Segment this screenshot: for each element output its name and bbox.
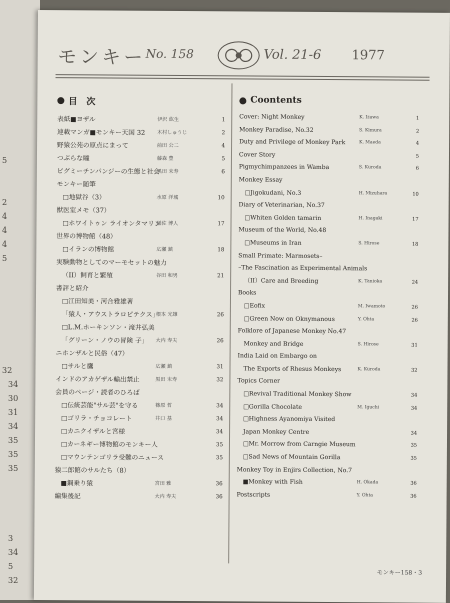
toc-entry-title: Diary of Veterinarian, No.37 — [238, 201, 325, 210]
toc-entry-author: 篠原 哲 — [155, 402, 172, 409]
toc-entry-author: 黒田 末寿 — [156, 168, 179, 175]
toc-entry — [239, 189, 419, 203]
toc-entry-page: 35 — [410, 443, 417, 450]
toc-entry — [55, 427, 223, 441]
toc-entry-page: 6 — [415, 166, 419, 173]
toc-entry — [57, 193, 225, 207]
toc-entry-title: 獣医室メモ（37） — [56, 206, 111, 215]
toc-entry-page: 21 — [217, 273, 225, 280]
underpage-number: 4 — [2, 240, 8, 249]
underpage-number: 5 — [2, 156, 8, 165]
monkey-logo — [218, 41, 260, 69]
toc-entry — [55, 388, 223, 402]
toc-entry-page: 34 — [216, 403, 224, 410]
toc-entry-page: 34 — [216, 416, 224, 423]
bullet-icon — [57, 97, 64, 104]
toc-entry-title: □Green Now on Oknymanous — [243, 314, 335, 323]
toc-entry — [56, 258, 224, 272]
toc-entry-title: Postscripts — [236, 491, 271, 499]
toc-entry — [55, 362, 223, 376]
page-footer: モンキー158・3 — [376, 569, 423, 577]
underpage-number: 35 — [8, 436, 19, 445]
toc-entry-title: □カニクイザルと宮様 — [61, 427, 126, 436]
toc-entry — [56, 349, 224, 363]
toc-heading-en: Coontents — [239, 95, 419, 106]
toc-entry — [55, 453, 223, 467]
toc-entry-title: Museum of the World, No.48 — [238, 226, 327, 235]
toc-entry-title: Small Primate: Marmosets– — [238, 251, 323, 260]
toc-entry — [238, 353, 418, 367]
toc-entry — [57, 128, 225, 142]
english-toc — [237, 91, 420, 505]
toc-entry-title: –The Fascination as Experimental Animals — [238, 264, 368, 273]
toc-entry-title: □サルと鷹 — [61, 362, 94, 371]
toc-entry — [57, 167, 225, 181]
toc-entry-page: 10 — [412, 191, 419, 198]
toc-entry — [237, 403, 417, 417]
toc-entry-author: S. Kuroda — [358, 165, 382, 171]
toc-entry-page: 31 — [411, 342, 418, 349]
toc-entry-page: 34 — [410, 392, 418, 399]
underpage-number: 31 — [8, 408, 19, 417]
toc-entry-title: □カーネギー博物館のモンキー人 — [60, 440, 158, 449]
toc-entry — [237, 378, 417, 392]
toc-entry-page: 35 — [410, 455, 417, 462]
toc-entry-page: 18 — [411, 241, 419, 248]
toc-entry — [57, 115, 225, 129]
toc-entry — [55, 414, 223, 428]
toc-entry-title: □Museums in Iran — [244, 239, 302, 247]
toc-entry-title: Monkey and Bridge — [243, 340, 304, 348]
toc-entry-author: 黒田 末寿 — [155, 376, 178, 383]
toc-entry-title: □伝統芸能"サル芸"を守る — [61, 401, 139, 410]
toc-entry-page: 36 — [215, 481, 223, 488]
toc-entry-title: Monkey Paradise, No.32 — [239, 126, 314, 134]
toc-entry-title: つぶらな瞳 — [56, 154, 90, 163]
toc-entry — [238, 302, 418, 316]
toc-entry-page: 32 — [216, 377, 224, 384]
toc-entry — [56, 323, 224, 337]
magazine-page — [34, 10, 450, 603]
toc-entry-title: インドのアカゲザル輸出禁止 — [55, 375, 140, 384]
toc-entry-title: □ホワイトゥン ライオンタマリン — [62, 219, 161, 228]
toc-entry — [237, 365, 417, 379]
toc-entry-title: The Exports of Rhesus Monkeys — [243, 365, 342, 374]
underpage-number: 34 — [8, 422, 19, 431]
magazine-title: モンキー — [57, 46, 146, 69]
toc-entry-author: H. Inagaki — [358, 215, 383, 222]
toc-entry — [57, 154, 225, 168]
toc-entry-page: 26 — [411, 317, 418, 324]
toc-entry — [55, 401, 223, 415]
toc-entry-title: 野猿公苑の原点にまって — [57, 141, 129, 150]
toc-entry — [237, 441, 417, 455]
toc-entry — [56, 232, 224, 246]
toc-entry-title: Monkey Essay — [238, 176, 283, 184]
toc-entry-page: 26 — [411, 304, 418, 311]
toc-entry-page: 4 — [415, 140, 420, 147]
toc-entry-author: Y. Ohta — [357, 316, 375, 322]
toc-entry-page: 36 — [215, 494, 223, 501]
toc-entry — [57, 206, 225, 220]
toc-entry-title: □Sad News of Mountain Gorilla — [242, 453, 341, 462]
toc-entry — [57, 141, 225, 155]
toc-entry-page: 2 — [415, 128, 420, 135]
toc-entry-author: 広瀬 鎮 — [155, 363, 173, 370]
toc-entry-author: 谷田 和男 — [156, 272, 178, 279]
toc-entry — [56, 245, 224, 259]
toc-entry — [238, 340, 418, 354]
toc-entry — [237, 416, 417, 430]
toc-entry-title: モンキー随筆 — [56, 180, 96, 189]
toc-entry-page: 31 — [216, 364, 224, 371]
toc-entry-title: ニホンザルと民俗（47） — [55, 349, 129, 358]
toc-entry — [56, 271, 224, 285]
toc-entry-title: 編集後記 — [54, 492, 81, 501]
toc-entry — [56, 336, 224, 350]
toc-entry-page: 1 — [221, 117, 226, 124]
underpage-number: 34 — [8, 380, 19, 389]
toc-entry-page: 26 — [216, 312, 224, 319]
toc-heading-jp: 目 次 — [57, 94, 225, 108]
toc-entry-author: K. Tanioka — [358, 278, 383, 285]
toc-entry-page: 5 — [415, 153, 420, 160]
toc-entry-author: 前田 公二 — [157, 142, 179, 149]
issue-year: 1977 — [351, 48, 385, 64]
toc-entry-author: 大内 寿夫 — [154, 493, 177, 500]
toc-entry-title: ■鋼乗り猿 — [60, 479, 93, 488]
japanese-toc — [55, 90, 226, 506]
toc-entry — [238, 277, 418, 291]
toc-entry-page: 36 — [410, 493, 417, 500]
underpage-number: 4 — [2, 212, 8, 221]
toc-entry-title: 書評と紹介 — [56, 284, 89, 293]
underpage-number: 32 — [8, 576, 19, 585]
toc-entry — [239, 164, 419, 178]
toc-entry — [239, 151, 419, 165]
toc-entry — [55, 375, 223, 389]
toc-entry-title: □Highness Ayanomiya Visited — [243, 415, 336, 424]
toc-entry — [238, 227, 418, 241]
toc-entry-author: H. Mizuhara — [358, 190, 388, 197]
toc-entry — [238, 252, 418, 266]
toc-entry-title: □Jigokudani, No.3 — [244, 189, 302, 197]
toc-entry — [55, 479, 223, 493]
toc-entry-title: □L.M.ホーキンソン・滝井弘美 — [61, 323, 155, 332]
toc-entry-author: S. Kimura — [359, 127, 382, 133]
toc-entry — [56, 310, 224, 324]
toc-entry-title: 表紙■ヨザル — [57, 115, 96, 124]
toc-entry-author: M. Iwamoto — [357, 304, 386, 310]
toc-entry-title: ビグミーチンパンジーの生態と社会 — [56, 167, 160, 176]
underpage-number: 32 — [2, 366, 13, 375]
toc-entry — [237, 428, 417, 442]
toc-entry-title: □地獄谷（3） — [62, 193, 106, 202]
toc-entry-title: 連載マンガ■モンキー天国 32 — [57, 128, 146, 137]
toc-entry-title: □江田知美・河合雅雄著 — [61, 297, 134, 306]
toc-entry-title: 実験動物としてのマーモセットの魅力 — [56, 258, 167, 267]
toc-entry-page: 35 — [215, 455, 223, 462]
toc-entry-author: H. Okada — [356, 480, 379, 486]
underpage-number: 35 — [8, 464, 19, 473]
toc-entry-title: 猿二郎館のサルたち（8） — [54, 466, 131, 475]
toc-entry-page: 4 — [221, 143, 226, 150]
toc-entry — [239, 126, 419, 140]
toc-entry-title: □マウンテンゴリラ受難のニュース — [60, 453, 164, 462]
toc-entry-author: 伊沢 紘生 — [157, 116, 179, 123]
toc-entry-title: □イランの博物館 — [62, 245, 115, 254]
toc-entry-page: 34 — [410, 430, 418, 437]
toc-entry-page: 26 — [216, 338, 224, 345]
toc-entry-title: □Revival Traditional Monkey Show — [243, 390, 352, 399]
toc-entry — [55, 440, 223, 454]
toc-entry-title: Monkey Toy in Enjirs Collection, No.7 — [236, 466, 352, 474]
toc-entry-page: 17 — [412, 216, 419, 223]
toc-entry-title: □Gorilla Chocolate — [243, 403, 302, 411]
toc-entry — [238, 265, 418, 279]
toc-entry-title: ■Monkey with Fish — [242, 478, 303, 487]
toc-entry-title: 「グリーン・ノウの冒険 子」 — [61, 336, 149, 345]
toc-entry-page: 34 — [410, 405, 418, 412]
toc-entry-page: 5 — [221, 156, 225, 163]
toc-entry — [238, 290, 418, 304]
toc-entry-author: 木村しゅうじ — [157, 129, 188, 137]
toc-entry-title: 会員のページ・読者のひろば — [55, 388, 140, 397]
toc-entry-author: K. Izawa — [359, 115, 379, 121]
toc-entry — [239, 202, 419, 216]
toc-entry-author: M. Iguchi — [357, 404, 380, 411]
toc-entry-author: Y. Ohta — [356, 493, 373, 499]
toc-entry-page: 2 — [221, 130, 226, 137]
underpage-number: 2 — [2, 198, 8, 207]
toc-entry-page: 10 — [217, 195, 225, 202]
toc-entry — [239, 176, 419, 190]
toc-entry-author: S. Hirose — [357, 341, 379, 348]
column-divider — [228, 83, 232, 563]
toc-entry-page: 34 — [216, 429, 224, 436]
toc-entry-title: Japan Monkey Centre — [243, 428, 310, 436]
toc-entry-author: 広瀬 鎮 — [156, 246, 173, 253]
masthead — [38, 10, 450, 83]
toc-entry — [239, 113, 419, 127]
underpage-number: 35 — [8, 450, 19, 459]
toc-entry — [238, 327, 418, 341]
toc-entry — [56, 297, 224, 311]
toc-entry — [55, 466, 223, 480]
toc-entry — [237, 466, 417, 480]
underpage-number: 5 — [8, 562, 14, 571]
underpage-number: 4 — [2, 226, 8, 235]
toc-entry-author: 藤森 豊 — [156, 155, 174, 162]
toc-entry-page: 35 — [215, 442, 223, 449]
toc-entry-title: Folklore of Japanese Monkey No.47 — [237, 327, 347, 336]
toc-entry — [237, 479, 417, 493]
toc-entry-author: 稲佐 博人 — [156, 220, 179, 227]
toc-entry-author: K. Kuroda — [357, 367, 381, 373]
toc-entry — [56, 284, 224, 298]
toc-entry-author: 大内 寿夫 — [155, 337, 178, 344]
toc-entry-page: 1 — [416, 115, 420, 122]
toc-entry-author: 井口 基 — [155, 415, 172, 422]
toc-entry-title: 世界の博物館（48） — [56, 232, 117, 241]
toc-entry — [237, 390, 417, 404]
toc-entry-title: Cover Story — [238, 151, 276, 159]
toc-entry-title: □Mr. Morrow from Carngie Museum — [242, 440, 356, 449]
toc-entry-title: □Whiten Golden tamarin — [244, 214, 322, 222]
issue-number: No. 158 — [145, 46, 194, 62]
toc-entry-title: Pigmychimpanzees in Wamba — [238, 163, 330, 172]
toc-entry-title: □ゴリラ・チョコレート — [61, 414, 133, 423]
toc-entry — [238, 214, 418, 228]
toc-entry — [238, 315, 418, 329]
toc-entry — [55, 492, 223, 506]
toc-entry — [56, 219, 224, 233]
underpage-number: 30 — [8, 394, 19, 403]
toc-entry-page: 17 — [217, 221, 225, 228]
toc-entry-page: 18 — [217, 247, 225, 254]
toc-entry — [239, 139, 419, 153]
toc-entry-author: 水原 洋城 — [156, 194, 179, 201]
toc-entry-title: 「猿人・アウストラロピテクス」 — [61, 310, 159, 319]
toc-entry-title: （II）飼育と繁殖 — [62, 271, 113, 280]
toc-entry — [237, 453, 417, 467]
toc-entry-title: Cover: Night Monkey — [239, 113, 305, 121]
toc-entry-title: Books — [238, 289, 257, 297]
toc-entry-title: （II）Care and Breeding — [244, 277, 319, 285]
toc-entry-author: K. Maeda — [359, 140, 381, 146]
toc-entry — [237, 491, 417, 505]
toc-entry-author: S. Hirose — [358, 241, 380, 247]
toc-entry — [57, 180, 225, 194]
toc-entry-title: □Eofix — [243, 302, 266, 310]
toc-entry-title: India Laid on Embargo on — [237, 352, 317, 361]
underpage-number: 5 — [2, 254, 8, 263]
toc-entry-page: 32 — [411, 367, 418, 374]
toc-entry-title: Topics Corner — [237, 377, 281, 386]
toc-entry-title: Duty and Privilege of Monkey Park — [239, 138, 346, 147]
toc-entry-author: 根本 光雄 — [155, 311, 178, 318]
volume-number: Vol. 21-6 — [263, 47, 322, 63]
toc-entry-page: 36 — [410, 480, 417, 487]
bullet-icon — [239, 97, 246, 104]
toc-entry-author: 宮田 雅 — [154, 480, 172, 487]
toc-entry-page: 6 — [221, 169, 225, 176]
underpage-number: 34 — [8, 548, 19, 557]
toc-entry-page: 24 — [411, 279, 419, 286]
underpage-number: 3 — [8, 534, 14, 543]
toc-entry — [238, 239, 418, 253]
